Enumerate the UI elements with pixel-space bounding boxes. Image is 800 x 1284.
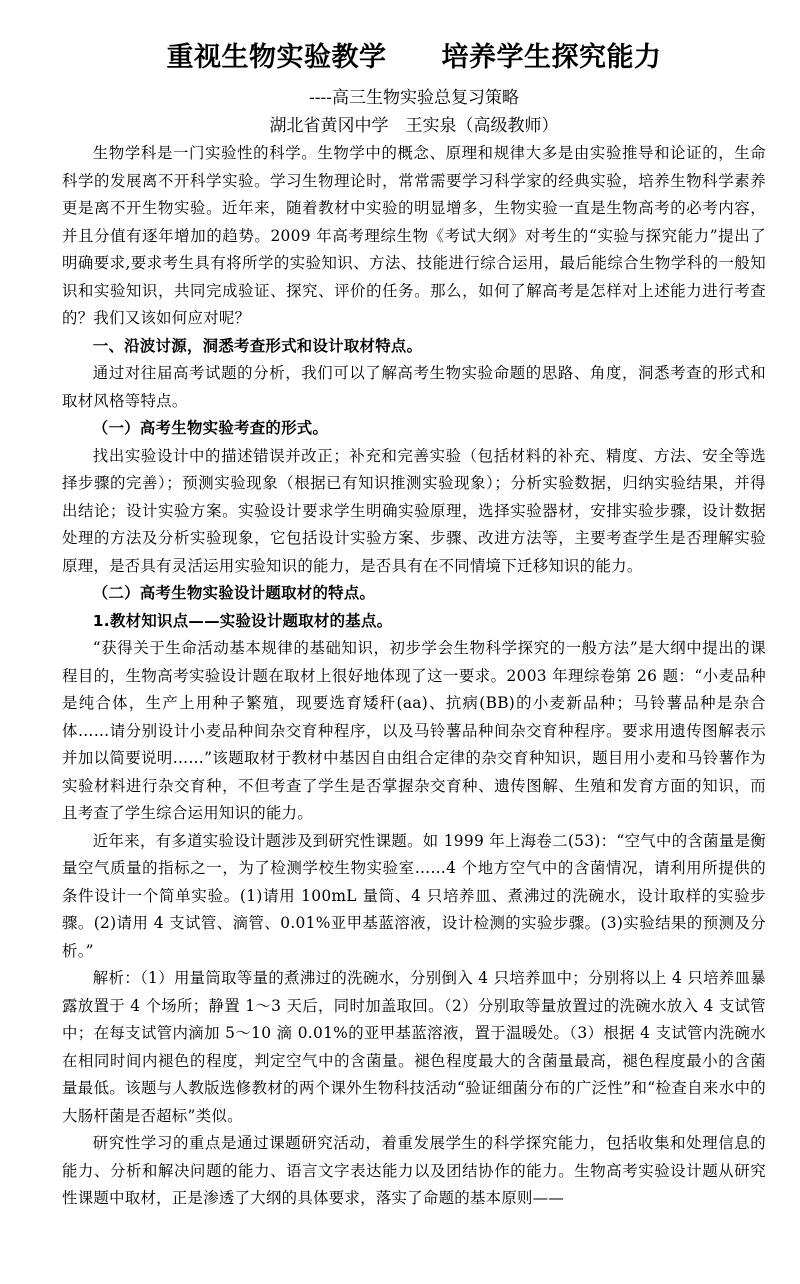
document-subtitle: ----高三生物实验总复习策略 — [309, 88, 519, 108]
section-1-paragraph: 通过对往届高考试题的分析，我们可以了解高考生物实验命题的思路、角度，洞悉考查的形式和取材风格等特点。 — [62, 364, 766, 410]
point-1-paragraph-1: “获得关于生命活动基本规律的基础知识，初步学会生物科学探究的一般方法”是大纲中提出的课程目的，生物高考实验设计题在取材上很好地体现了这一要求。2003 年理综卷第 26 题：“小麦品种是纯合体，生产上用种子繁殖，现要选育矮秆(aa)、抗病(BB)的小麦新品种；马铃薯品种是杂合体……请分别设计小麦品种间杂交育种程序，以及马铃薯品种间杂交育种程序。要求用遗传图解表示并加以简要说明……”该题取材于教材中基因自由组合定律的杂交育种知识，题目用小麦和马铃薯作为实验材料进行杂交育种，不但考查了学生是否掌握杂交育种、遗传图解、生殖和发育方面的知识，而且考查了学生综合运用知识的能力。 — [62, 639, 766, 822]
intro-paragraph: 生物学科是一门实验性的科学。生物学中的概念、原理和规律大多是由实验推导和论证的，生命科学的发展离不开科学实验。学习生物理论时，常常需要学习科学家的经典实验，培养生物科学素养更是离不开生物实验。近年来，随着教材中实验的明显增多，生物实验一直是生物高考的必考内容，并且分值有逐年增加的趋势。2009 年高考理综生物《考试大纲》对考生的“实验与探究能力”提出了明确要求,要求考生具有将所学的实验知识、方法、技能进行综合运用，最后能综合生物学科的一般知识和实验知识，共同完成验证、探究、评价的任务。那么，如何了解高考是怎样对上述能力进行考查的？我们又该如何应对呢？ — [62, 144, 766, 327]
author-line: 湖北省黄冈中学 王实泉（高级教师） — [269, 116, 559, 136]
point-1-paragraph-2: 近年来，有多道实验设计题涉及到研究性课题。如 1999 年上海卷二(53)：“空气中的含菌量是衡量空气质量的指标之一，为了检测学校生物实验室……4 个地方空气中的含菌情况，请利用所提供的条件设计一个简单实验。(1)请用 100mL 量筒、4 只培养皿、煮沸过的洗碗水，设计取样的实验步骤。(2)请用 4 支试管、滴管、0.01%亚甲基蓝溶液，设计检测的实验步骤。(3)实验结果的预测及分析。” — [62, 831, 766, 960]
subsection-2-heading: （二）高考生物实验设计题取材的特点。 — [92, 584, 376, 602]
subsection-1-heading: （一）高考生物实验考查的形式。 — [92, 419, 329, 437]
point-1-heading: 1.教材知识点——实验设计题取材的基点。 — [92, 611, 393, 630]
section-1-heading: 一、沿波讨源，洞悉考查形式和设计取材特点。 — [92, 336, 423, 355]
document-title: 重视生物实验教学 培养学生探究能力 — [166, 42, 662, 73]
subsection-1-paragraph: 找出实验设计中的描述错误并改正；补充和完善实验（包括材料的补充、精度、方法、安全等选择步骤的完善）；预测实验现象（根据已有知识推测实验现象）；分析实验数据，归纳实验结果，并得出结论；设计实验方案。实验设计要求学生明确实验原理，选择实验器材，安排实验步骤，设计数据处理的方法及分析实验现象，它包括设计实验方案、步骤、改进方法等，主要考查学生是否理解实验原理，是否具有灵活运用实验知识的能力，是否具有在不同情境下迁移知识的能力。 — [62, 446, 766, 575]
document-page — [62, 38, 766, 1213]
research-paragraph: 研究性学习的重点是通过课题研究活动，着重发展学生的科学探究能力，包括收集和处理信息的能力、分析和解决问题的能力、语言文字表达能力以及团结协作的能力。生物高考实验设计题从研究性课题中取材，正是渗透了大纲的具体要求，落实了命题的基本原则—— — [62, 1134, 766, 1207]
analysis-paragraph: 解析：（1）用量筒取等量的煮沸过的洗碗水，分别倒入 4 只培养皿中；分别将以上 4 只培养皿暴露放置于 4 个场所；静置 1～3 天后，同时加盖取回。（2）分别取等量放置过的洗碗水放入 4 支试管中；在每支试管内滴加 5～10 滴 0.01%的亚甲基蓝溶液，置于温暖处。（3）根据 4 支试管内洗碗水在相同时间内褪色的程度，判定空气中的含菌量。褪色程度最大的含菌量最高，褪色程度最小的含菌量最低。该题与人教版选修教材的两个课外生物科技活动“验证细菌分布的广泛性”和“检查自来水中的大肠杆菌是否超标”类似。 — [62, 969, 766, 1125]
